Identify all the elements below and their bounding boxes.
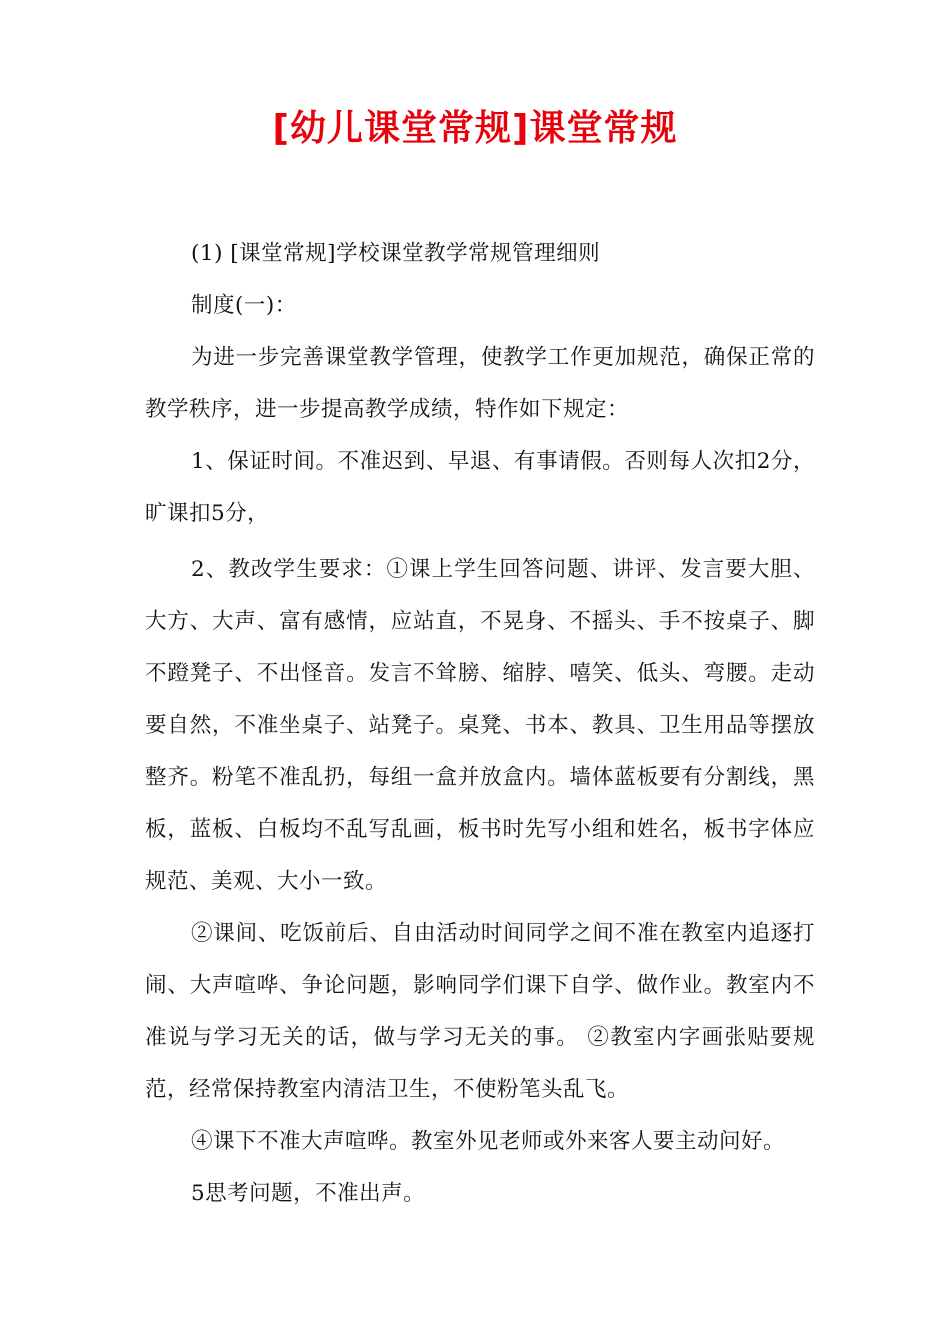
paragraph-rule-2b: ②课间、吃饭前后、自由活动时间同学之间不准在教室内追逐打闹、大声喧哗、争论问题，影响同学们课下自学、做作业。教室内不准说与学习无关的话，做与学习无关的事。 ②教室内字画张贴要规范，经常保持教室内清洁卫生，不使粉笔头乱飞。 bbox=[145, 921, 815, 1102]
document-title: [幼儿课堂常规]课堂常规 bbox=[272, 108, 678, 149]
paragraph-rule-5: 5思考问题，不准出声。 bbox=[191, 1181, 426, 1206]
paragraph-system: 制度(一)： bbox=[191, 293, 297, 318]
paragraph-rule-1: 1、保证时间。不准迟到、早退、有事请假。否则每人次扣2分，旷课扣5分， bbox=[145, 449, 815, 526]
paragraph-intro: 为进一步完善课堂教学管理，使教学工作更加规范，确保正常的教学秩序，进一步提高教学成绩，特作如下规定： bbox=[145, 345, 815, 422]
paragraph-heading: (1) [课堂常规]学校课堂教学常规管理细则 bbox=[191, 241, 601, 266]
paragraph-rule-4: ④课下不准大声喧哗。教室外见老师或外来客人要主动问好。 bbox=[191, 1129, 786, 1154]
paragraph-rule-2: 2、教改学生要求：①课上学生回答问题、讲评、发言要大胆、大方、大声、富有感情，应站直，不晃身、不摇头、手不按桌子、脚不蹬凳子、不出怪音。发言不耸膀、缩脖、嘻笑、低头、弯腰。走动要自然，不准坐桌子、站凳子。桌凳、书本、教具、卫生用品等摆放整齐。粉笔不准乱扔，每组一盒并放盒内。墙体蓝板要有分割线，黑板，蓝板、白板均不乱写乱画，板书时先写小组和姓名，板书字体应规范、美观、大小一致。 bbox=[145, 557, 815, 894]
document-body bbox=[145, 228, 815, 1220]
